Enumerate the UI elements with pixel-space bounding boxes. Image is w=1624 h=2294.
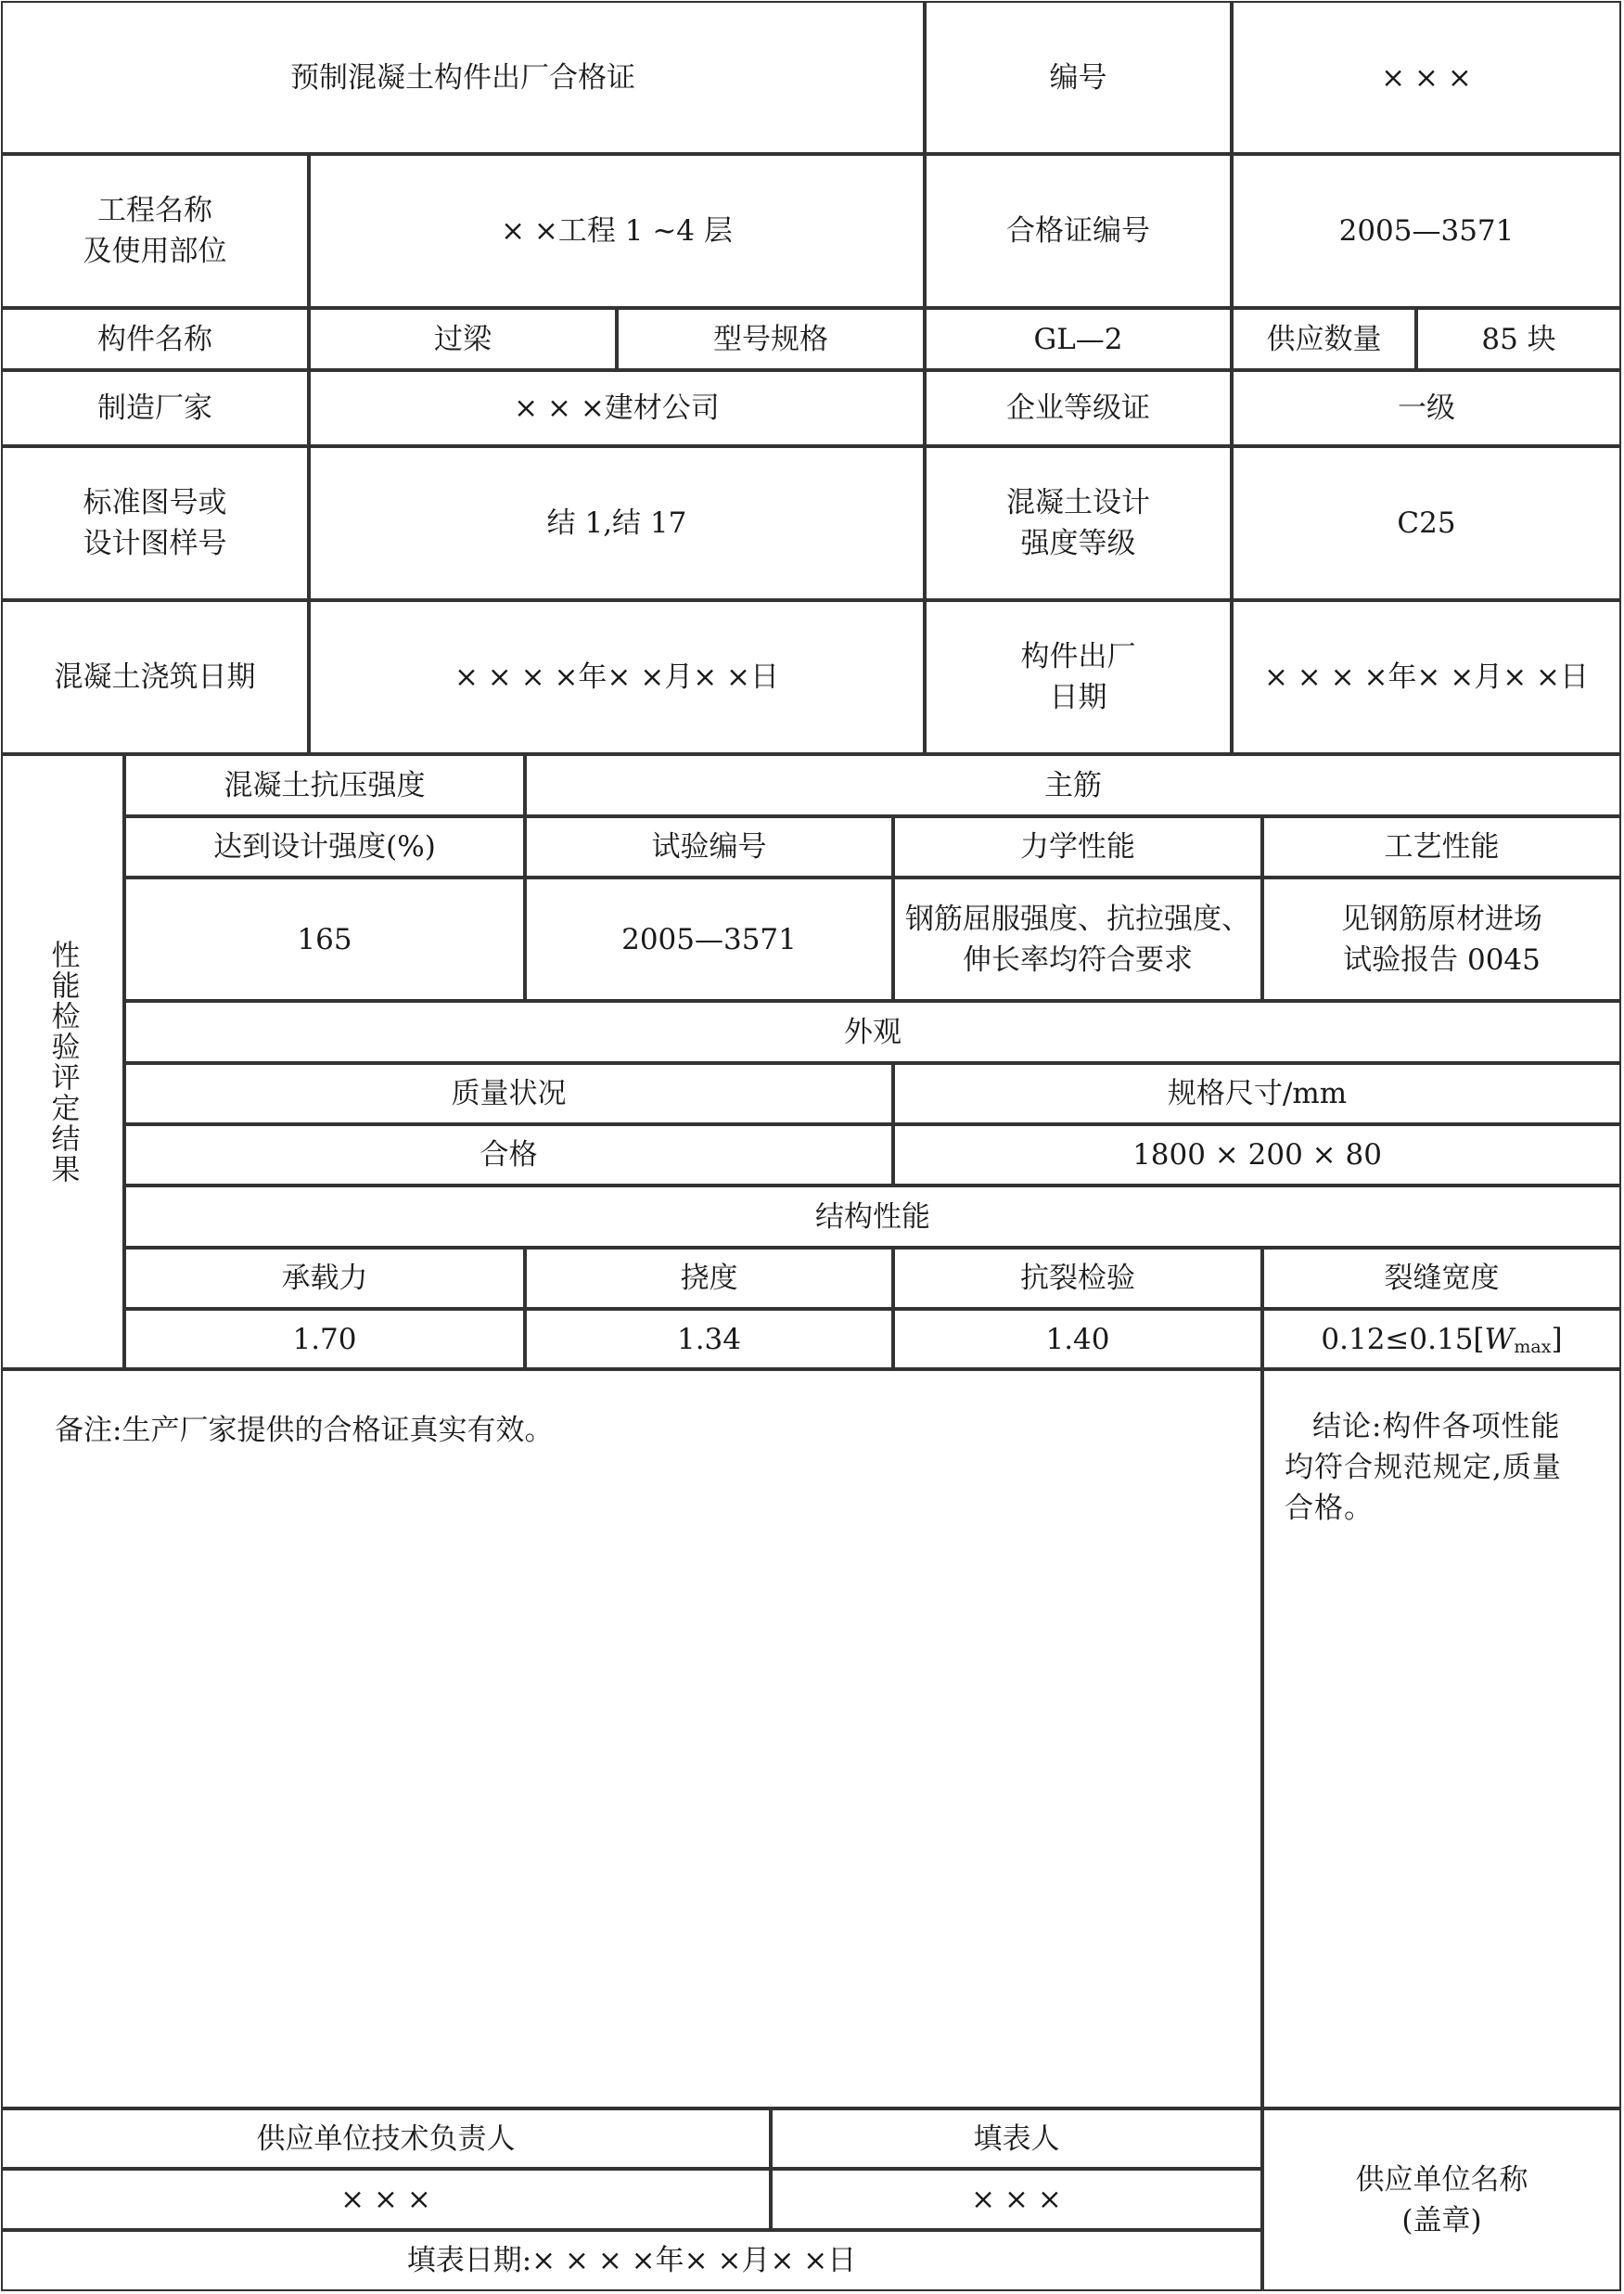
tech-head-value: × × × xyxy=(1,2169,771,2230)
performance-section-label: 性能检验评定结果 xyxy=(1,754,124,1369)
size-value: 1800 × 200 × 80 xyxy=(893,1124,1621,1185)
structure-header: 结构性能 xyxy=(124,1185,1621,1248)
rebar-header: 主筋 xyxy=(525,754,1621,816)
cert-no-value: 2005—3571 xyxy=(1232,154,1621,308)
supply-unit-stamp: 供应单位名称 (盖章) xyxy=(1262,2108,1621,2291)
supply-qty-label: 供应数量 xyxy=(1232,308,1416,370)
crack-width-close: ] xyxy=(1551,1322,1563,1356)
model-value: GL—2 xyxy=(925,308,1232,370)
crack-check-header: 抗裂检验 xyxy=(893,1248,1262,1309)
mechanical-header: 力学性能 xyxy=(893,816,1262,878)
remark-box: 备注:生产厂家提供的合格证真实有效。 xyxy=(1,1369,1262,2108)
pour-date-label: 混凝土浇筑日期 xyxy=(1,600,309,754)
exit-date-label: 构件出厂 日期 xyxy=(925,600,1232,754)
crack-width-var: W xyxy=(1484,1322,1515,1356)
load-value: 1.70 xyxy=(124,1309,525,1369)
cert-no-label: 合格证编号 xyxy=(925,154,1232,308)
test-no-header: 试验编号 xyxy=(525,816,893,878)
exit-date-value: × × × ×年× ×月× ×日 xyxy=(1232,600,1621,754)
serial-value: × × × xyxy=(1232,1,1621,154)
component-value: 过梁 xyxy=(309,308,617,370)
process-value: 见钢筋原材进场 试验报告 0045 xyxy=(1262,878,1621,1001)
grade-cert-value: 一级 xyxy=(1232,370,1621,446)
compressive-header: 混凝土抗压强度 xyxy=(124,754,525,816)
crack-width-value xyxy=(1262,1309,1621,1369)
crack-width-sub: max xyxy=(1514,1336,1552,1357)
fill-date: 填表日期:× × × ×年× ×月× ×日 xyxy=(1,2230,1262,2291)
grade-cert-label: 企业等级证 xyxy=(925,370,1232,446)
filler-value: × × × xyxy=(771,2169,1262,2230)
supply-qty-value: 85 块 xyxy=(1416,308,1621,370)
load-header: 承载力 xyxy=(124,1248,525,1309)
compressive-subheader: 达到设计强度(%) xyxy=(124,816,525,878)
concrete-grade-label: 混凝土设计 强度等级 xyxy=(925,446,1232,600)
process-header: 工艺性能 xyxy=(1262,816,1621,878)
crack-width-header: 裂缝宽度 xyxy=(1262,1248,1621,1309)
crack-check-value: 1.40 xyxy=(893,1309,1262,1369)
crack-width-number: 0.12≤0.15[ xyxy=(1321,1322,1485,1356)
component-label: 构件名称 xyxy=(1,308,309,370)
quality-value: 合格 xyxy=(124,1124,893,1185)
compressive-value: 165 xyxy=(124,878,525,1001)
project-value: × ×工程 1 ~4 层 xyxy=(309,154,925,308)
drawing-no-label: 标准图号或 设计图样号 xyxy=(1,446,309,600)
mechanical-value: 钢筋屈服强度、抗拉强度、 伸长率均符合要求 xyxy=(893,878,1262,1001)
drawing-no-value: 结 1,结 17 xyxy=(309,446,925,600)
serial-label: 编号 xyxy=(925,1,1232,154)
size-header: 规格尺寸/mm xyxy=(893,1063,1621,1124)
filler-label: 填表人 xyxy=(771,2108,1262,2169)
concrete-grade-value: C25 xyxy=(1232,446,1621,600)
deflection-header: 挠度 xyxy=(525,1248,893,1309)
deflection-value: 1.34 xyxy=(525,1309,893,1369)
manufacturer-label: 制造厂家 xyxy=(1,370,309,446)
pour-date-value: × × × ×年× ×月× ×日 xyxy=(309,600,925,754)
manufacturer-value: × × ×建材公司 xyxy=(309,370,925,446)
project-label: 工程名称 及使用部位 xyxy=(1,154,309,308)
model-label: 型号规格 xyxy=(617,308,925,370)
conclusion-box: 结论:构件各项性能 均符合规范规定,质量 合格。 xyxy=(1262,1369,1621,2108)
test-no-value: 2005—3571 xyxy=(525,878,893,1001)
quality-header: 质量状况 xyxy=(124,1063,893,1124)
appearance-header: 外观 xyxy=(124,1001,1621,1063)
tech-head-label: 供应单位技术负责人 xyxy=(1,2108,771,2169)
form-title: 预制混凝土构件出厂合格证 xyxy=(1,1,925,154)
